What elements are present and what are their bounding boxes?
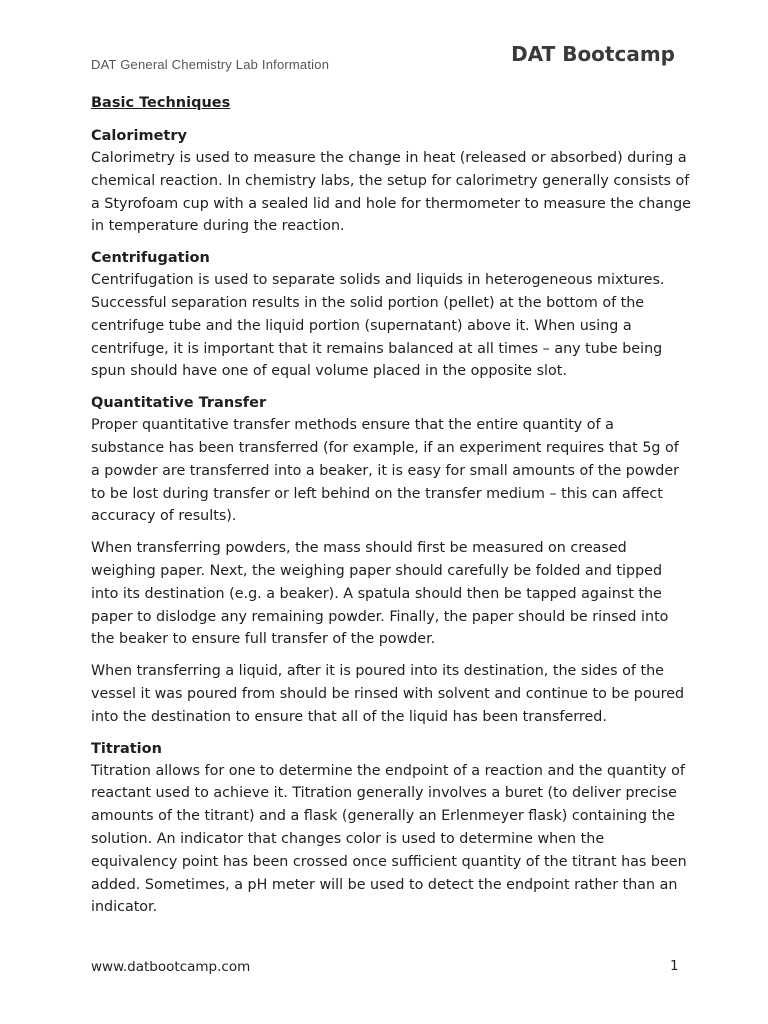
section-heading-centrifugation: Centrifugation [91,250,210,267]
paragraph-quantitative-transfer-3: When transferring a liquid, after it is poured into its destination, the sides of the vessel it was poured from should be rinsed with solvent and continue to be poured into the destination to ensure that all of the liquid has been transferred. [91,663,685,725]
brand-logo-text: DAT Bootcamp [511,42,675,66]
page-title: Basic Techniques [91,95,231,111]
page-number: 1 [670,958,679,974]
paragraph-calorimetry: Calorimetry is used to measure the change in heat (released or absorbed) during a chemical reaction. In chemistry labs, the setup for calorimetry generally consists of a Styrofoam cup with a sealed lid and hole for thermometer to measure the change in temperature during the reaction. [91,150,691,235]
footer-url-link[interactable]: www.datbootcamp.com [91,959,251,975]
paragraph-quantitative-transfer-1: Proper quantitative transfer methods ensure that the entire quantity of a substance has been transferred (for example, if an experiment requires that 5g of a powder are transferred into a beaker, it is easy for small amounts of the powder to be lost during transfer or left behind on the transfer medium – this can affect accuracy of results). [91,417,680,525]
section-heading-quantitative-transfer: Quantitative Transfer [91,395,267,412]
paragraph-titration: Titration allows for one to determine the endpoint of a reaction and the quantity of reactant used to achieve it. Titration generally involves a buret (to deliver precise amounts of the titrant) and a flask (generally an Erlenmeyer flask) containing the solution. An indicator that changes color is used to determine when the equivalency point has been crossed once sufficient quantity of the titrant has been added. Sometimes, a pH meter will be used to detect the endpoint rather than an indicator. [91,762,687,916]
section-heading-calorimetry: Calorimetry [91,128,187,144]
document-body [91,92,691,919]
paragraph-quantitative-transfer-2: When transferring powders, the mass should first be measured on creased weighing paper. Next, the weighing paper should carefully be folded and tipped into its destination (e.g. a beaker). A spatula should then be tapped against the paper to dislodge any remaining powder. Finally, the paper should be rinsed into the beaker to ensure full transfer of the powder. [91,540,669,648]
paragraph-centrifugation: Centrifugation is used to separate solids and liquids in heterogeneous mixtures. Successful separation results in the solid portion (pellet) at the bottom of the centrifuge tube and the liquid portion (supernatant) above it. When using a centrifuge, it is important that it remains balanced at all times – any tube being spun should have one of equal volume placed in the opposite slot. [91,272,665,380]
document-header-title: DAT General Chemistry Lab Information [91,57,330,72]
section-heading-titration: Titration [91,740,162,757]
